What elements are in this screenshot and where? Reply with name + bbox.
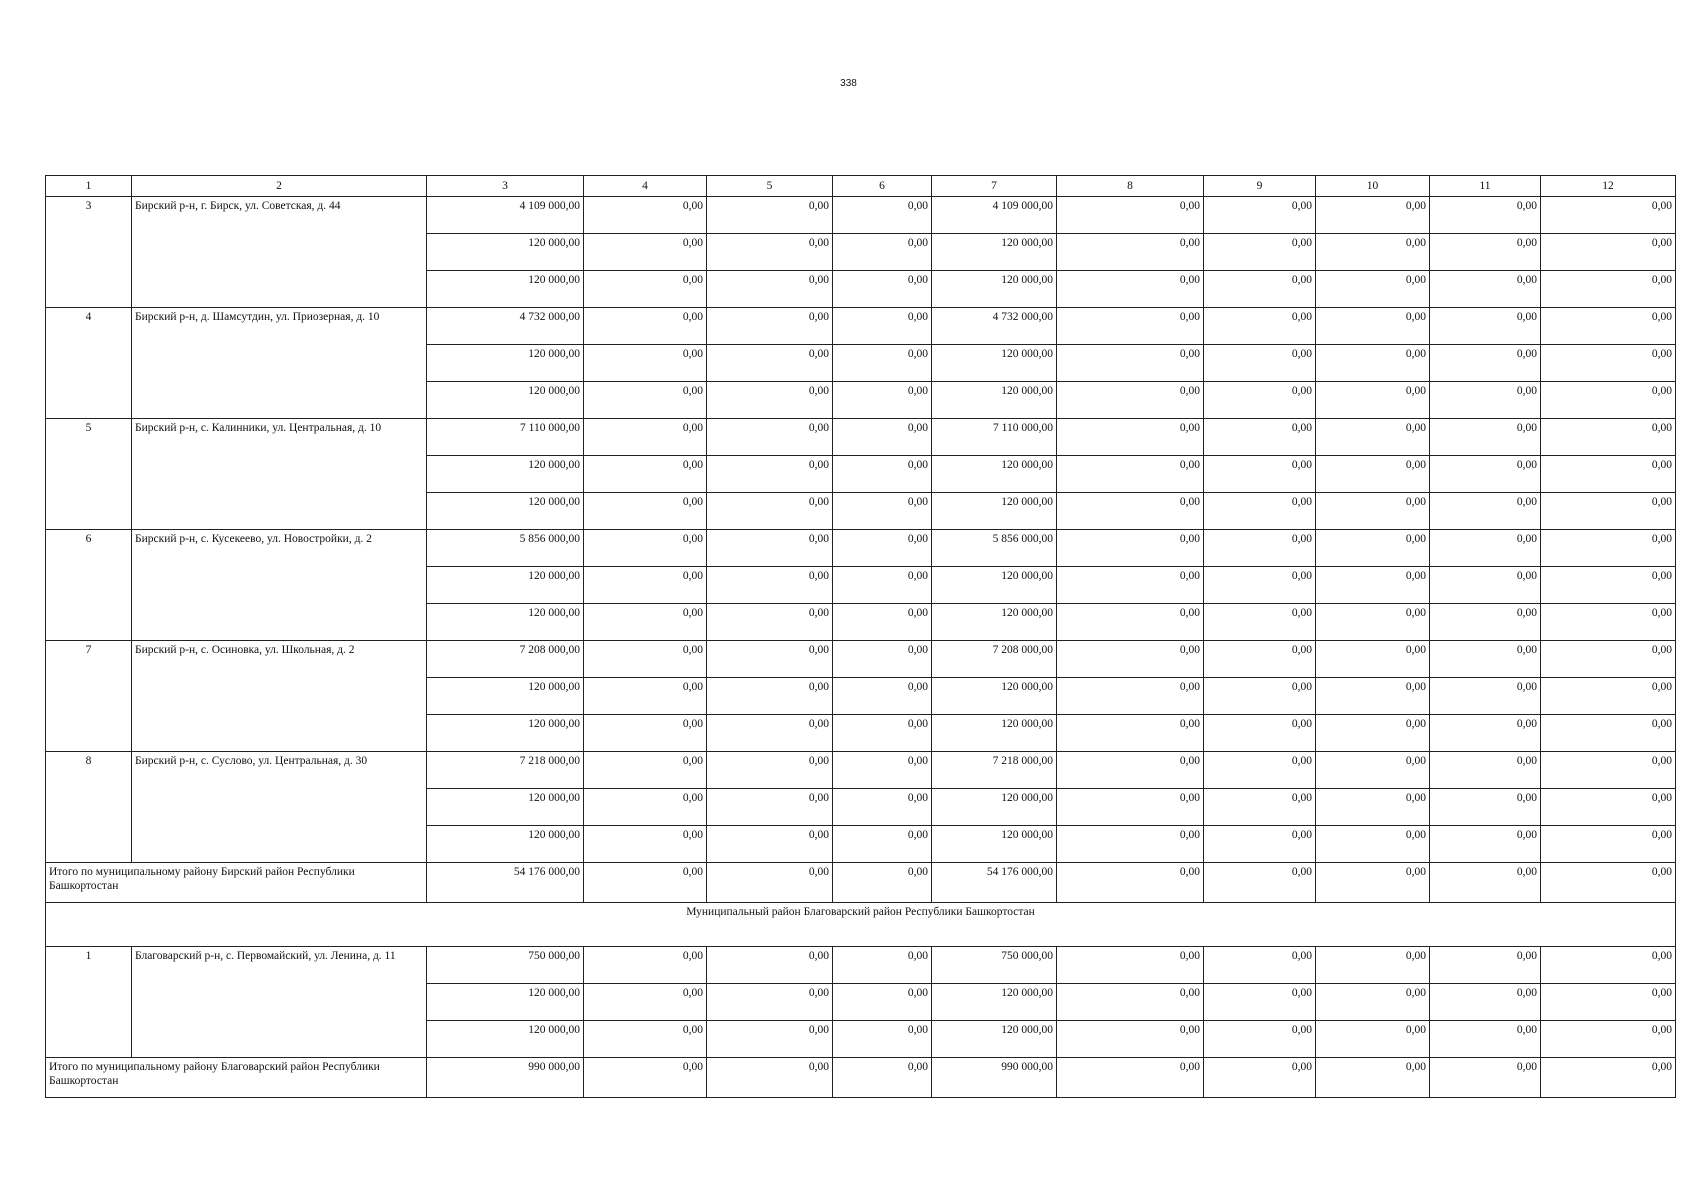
amount-cell: 0,00 xyxy=(584,456,707,493)
column-header-7: 7 xyxy=(932,176,1057,197)
amount-cell: 0,00 xyxy=(1204,604,1316,641)
amount-cell: 0,00 xyxy=(1204,567,1316,604)
amount-cell: 0,00 xyxy=(1204,456,1316,493)
total-amount-cell: 0,00 xyxy=(833,863,932,903)
column-header-2: 2 xyxy=(132,176,427,197)
amount-cell: 7 208 000,00 xyxy=(932,641,1057,678)
row-number: 3 xyxy=(46,197,132,308)
total-label: Итого по муниципальному району Бирский район Республики Башкортостан xyxy=(46,863,427,903)
amount-cell: 0,00 xyxy=(1316,752,1430,789)
amount-cell: 120 000,00 xyxy=(932,715,1057,752)
total-amount-cell: 0,00 xyxy=(707,863,833,903)
total-amount-cell: 990 000,00 xyxy=(932,1058,1057,1098)
amount-cell: 0,00 xyxy=(1057,197,1204,234)
amount-cell: 120 000,00 xyxy=(932,493,1057,530)
row-number: 1 xyxy=(46,947,132,1058)
amount-cell: 0,00 xyxy=(1430,456,1541,493)
amount-cell: 0,00 xyxy=(833,1021,932,1058)
amount-cell: 0,00 xyxy=(1057,419,1204,456)
amount-cell: 0,00 xyxy=(1204,530,1316,567)
amount-cell: 0,00 xyxy=(584,345,707,382)
amount-cell: 0,00 xyxy=(1204,419,1316,456)
amount-cell: 0,00 xyxy=(1430,984,1541,1021)
amount-cell: 0,00 xyxy=(1057,308,1204,345)
amount-cell: 0,00 xyxy=(707,604,833,641)
amount-cell: 0,00 xyxy=(1430,419,1541,456)
amount-cell: 0,00 xyxy=(584,567,707,604)
header-row xyxy=(46,176,1676,197)
amount-cell: 0,00 xyxy=(1541,493,1676,530)
amount-cell: 0,00 xyxy=(584,271,707,308)
column-header-4: 4 xyxy=(584,176,707,197)
amount-cell: 0,00 xyxy=(1204,493,1316,530)
amount-cell: 120 000,00 xyxy=(932,678,1057,715)
address-cell: Бирский р-н, с. Осиновка, ул. Школьная, д. 2 xyxy=(132,641,427,752)
amount-cell: 0,00 xyxy=(707,1021,833,1058)
amount-cell: 0,00 xyxy=(1204,752,1316,789)
address-cell: Бирский р-н, г. Бирск, ул. Советская, д. 44 xyxy=(132,197,427,308)
amount-cell: 0,00 xyxy=(1057,604,1204,641)
total-amount-cell: 0,00 xyxy=(584,863,707,903)
amount-cell: 0,00 xyxy=(1430,715,1541,752)
total-amount-cell: 0,00 xyxy=(833,1058,932,1098)
amount-cell: 0,00 xyxy=(1316,678,1430,715)
table-row xyxy=(46,752,1676,789)
amount-cell: 120 000,00 xyxy=(427,678,584,715)
amount-cell: 120 000,00 xyxy=(932,456,1057,493)
total-amount-cell: 0,00 xyxy=(1316,1058,1430,1098)
table-row xyxy=(46,947,1676,984)
column-header-3: 3 xyxy=(427,176,584,197)
amount-cell: 0,00 xyxy=(1316,456,1430,493)
amount-cell: 0,00 xyxy=(1430,678,1541,715)
amount-cell: 0,00 xyxy=(707,641,833,678)
amount-cell: 0,00 xyxy=(707,456,833,493)
amount-cell: 120 000,00 xyxy=(932,271,1057,308)
address-cell: Бирский р-н, с. Калинники, ул. Центральная, д. 10 xyxy=(132,419,427,530)
amount-cell: 0,00 xyxy=(833,382,932,419)
amount-cell: 0,00 xyxy=(1430,271,1541,308)
address-cell: Благоварский р-н, с. Первомайский, ул. Ленина, д. 11 xyxy=(132,947,427,1058)
amount-cell: 120 000,00 xyxy=(427,567,584,604)
column-header-12: 12 xyxy=(1541,176,1676,197)
table-row xyxy=(46,641,1676,678)
amount-cell: 0,00 xyxy=(584,984,707,1021)
amount-cell: 0,00 xyxy=(707,826,833,863)
amount-cell: 5 856 000,00 xyxy=(427,530,584,567)
amount-cell: 0,00 xyxy=(1430,234,1541,271)
total-amount-cell: 0,00 xyxy=(584,1058,707,1098)
amount-cell: 0,00 xyxy=(1316,308,1430,345)
table-row xyxy=(46,197,1676,234)
address-cell: Бирский р-н, с. Суслово, ул. Центральная, д. 30 xyxy=(132,752,427,863)
column-header-6: 6 xyxy=(833,176,932,197)
amount-cell: 0,00 xyxy=(833,197,932,234)
page-number: 338 xyxy=(840,78,857,89)
amount-cell: 0,00 xyxy=(1541,382,1676,419)
amount-cell: 0,00 xyxy=(1204,345,1316,382)
amount-cell: 0,00 xyxy=(833,789,932,826)
amount-cell: 7 218 000,00 xyxy=(932,752,1057,789)
amount-cell: 0,00 xyxy=(1057,641,1204,678)
amount-cell: 0,00 xyxy=(1204,308,1316,345)
amount-cell: 4 732 000,00 xyxy=(427,308,584,345)
amount-cell: 0,00 xyxy=(1430,308,1541,345)
amount-cell: 0,00 xyxy=(1430,530,1541,567)
amount-cell: 0,00 xyxy=(833,308,932,345)
amount-cell: 0,00 xyxy=(1057,947,1204,984)
amount-cell: 0,00 xyxy=(1204,234,1316,271)
amount-cell: 0,00 xyxy=(1541,752,1676,789)
amount-cell: 0,00 xyxy=(584,826,707,863)
total-amount-cell: 0,00 xyxy=(1430,863,1541,903)
amount-cell: 0,00 xyxy=(1316,234,1430,271)
amount-cell: 0,00 xyxy=(1541,419,1676,456)
amount-cell: 0,00 xyxy=(833,456,932,493)
amount-cell: 0,00 xyxy=(833,604,932,641)
amount-cell: 0,00 xyxy=(584,530,707,567)
column-header-1: 1 xyxy=(46,176,132,197)
amount-cell: 0,00 xyxy=(1057,345,1204,382)
amount-cell: 0,00 xyxy=(584,715,707,752)
amount-cell: 0,00 xyxy=(584,493,707,530)
address-cell: Бирский р-н, с. Кусекеево, ул. Новостройки, д. 2 xyxy=(132,530,427,641)
amount-cell: 0,00 xyxy=(707,271,833,308)
amount-cell: 0,00 xyxy=(707,234,833,271)
amount-cell: 0,00 xyxy=(1204,947,1316,984)
amount-cell: 0,00 xyxy=(1541,678,1676,715)
amount-cell: 0,00 xyxy=(1541,530,1676,567)
amount-cell: 7 208 000,00 xyxy=(427,641,584,678)
amount-cell: 0,00 xyxy=(1204,382,1316,419)
amount-cell: 0,00 xyxy=(1541,641,1676,678)
amount-cell: 7 218 000,00 xyxy=(427,752,584,789)
amount-cell: 4 109 000,00 xyxy=(932,197,1057,234)
amount-cell: 0,00 xyxy=(1057,530,1204,567)
amount-cell: 120 000,00 xyxy=(427,382,584,419)
section-heading: Муниципальный район Благоварский район Республики Башкортостан xyxy=(46,903,1676,947)
amount-cell: 0,00 xyxy=(1204,271,1316,308)
row-number: 6 xyxy=(46,530,132,641)
amount-cell: 0,00 xyxy=(1057,715,1204,752)
column-header-10: 10 xyxy=(1316,176,1430,197)
total-row xyxy=(46,863,1676,903)
amount-cell: 0,00 xyxy=(707,530,833,567)
amount-cell: 0,00 xyxy=(833,271,932,308)
column-header-8: 8 xyxy=(1057,176,1204,197)
amount-cell: 0,00 xyxy=(584,1021,707,1058)
amount-cell: 0,00 xyxy=(1430,382,1541,419)
amount-cell: 0,00 xyxy=(1541,1021,1676,1058)
amount-cell: 0,00 xyxy=(1541,345,1676,382)
total-label: Итого по муниципальному району Благоварский район Республики Башкортостан xyxy=(46,1058,427,1098)
row-number: 8 xyxy=(46,752,132,863)
amount-cell: 0,00 xyxy=(1541,715,1676,752)
amount-cell: 0,00 xyxy=(707,308,833,345)
amount-cell: 0,00 xyxy=(584,678,707,715)
column-header-5: 5 xyxy=(707,176,833,197)
amount-cell: 0,00 xyxy=(1057,382,1204,419)
amount-cell: 0,00 xyxy=(584,947,707,984)
amount-cell: 0,00 xyxy=(1430,493,1541,530)
amount-cell: 0,00 xyxy=(1204,197,1316,234)
amount-cell: 0,00 xyxy=(1057,826,1204,863)
amount-cell: 0,00 xyxy=(1316,382,1430,419)
amount-cell: 0,00 xyxy=(833,419,932,456)
amount-cell: 0,00 xyxy=(707,789,833,826)
amount-cell: 0,00 xyxy=(1430,826,1541,863)
amount-cell: 0,00 xyxy=(1057,678,1204,715)
amount-cell: 120 000,00 xyxy=(427,826,584,863)
amount-cell: 120 000,00 xyxy=(932,984,1057,1021)
amount-cell: 0,00 xyxy=(1204,641,1316,678)
amount-cell: 0,00 xyxy=(1316,789,1430,826)
amount-cell: 0,00 xyxy=(1316,947,1430,984)
amount-cell: 0,00 xyxy=(1057,456,1204,493)
amount-cell: 7 110 000,00 xyxy=(427,419,584,456)
amount-cell: 0,00 xyxy=(1316,984,1430,1021)
amount-cell: 0,00 xyxy=(584,752,707,789)
total-amount-cell: 54 176 000,00 xyxy=(427,863,584,903)
amount-cell: 0,00 xyxy=(1541,271,1676,308)
amount-cell: 5 856 000,00 xyxy=(932,530,1057,567)
total-amount-cell: 0,00 xyxy=(1204,1058,1316,1098)
amount-cell: 0,00 xyxy=(1204,715,1316,752)
total-amount-cell: 0,00 xyxy=(1541,1058,1676,1098)
amount-cell: 0,00 xyxy=(707,345,833,382)
total-amount-cell: 990 000,00 xyxy=(427,1058,584,1098)
total-amount-cell: 0,00 xyxy=(1204,863,1316,903)
amount-cell: 0,00 xyxy=(707,197,833,234)
amount-cell: 0,00 xyxy=(1204,1021,1316,1058)
amount-cell: 0,00 xyxy=(833,947,932,984)
amount-cell: 0,00 xyxy=(1541,567,1676,604)
amount-cell: 0,00 xyxy=(1430,567,1541,604)
amount-cell: 0,00 xyxy=(1057,493,1204,530)
amount-cell: 0,00 xyxy=(584,308,707,345)
amount-cell: 0,00 xyxy=(707,947,833,984)
amount-cell: 120 000,00 xyxy=(932,604,1057,641)
table-row xyxy=(46,419,1676,456)
amount-cell: 0,00 xyxy=(1541,947,1676,984)
amount-cell: 0,00 xyxy=(833,345,932,382)
amount-cell: 0,00 xyxy=(1057,1021,1204,1058)
total-amount-cell: 54 176 000,00 xyxy=(932,863,1057,903)
amount-cell: 0,00 xyxy=(1541,197,1676,234)
amount-cell: 120 000,00 xyxy=(427,456,584,493)
amount-cell: 0,00 xyxy=(1541,789,1676,826)
amount-cell: 0,00 xyxy=(1316,826,1430,863)
amount-cell: 120 000,00 xyxy=(427,234,584,271)
amount-cell: 0,00 xyxy=(1541,604,1676,641)
amount-cell: 120 000,00 xyxy=(427,345,584,382)
amount-cell: 0,00 xyxy=(584,604,707,641)
amount-cell: 0,00 xyxy=(707,678,833,715)
table-body xyxy=(46,176,1676,1098)
amount-cell: 0,00 xyxy=(1316,604,1430,641)
amount-cell: 120 000,00 xyxy=(427,984,584,1021)
amount-cell: 120 000,00 xyxy=(427,1021,584,1058)
amount-cell: 120 000,00 xyxy=(427,271,584,308)
amount-cell: 0,00 xyxy=(707,984,833,1021)
amount-cell: 0,00 xyxy=(584,197,707,234)
amount-cell: 0,00 xyxy=(1057,984,1204,1021)
amount-cell: 0,00 xyxy=(833,530,932,567)
amount-cell: 120 000,00 xyxy=(427,715,584,752)
address-cell: Бирский р-н, д. Шамсутдин, ул. Приозерная, д. 10 xyxy=(132,308,427,419)
amount-cell: 0,00 xyxy=(1316,530,1430,567)
column-header-11: 11 xyxy=(1430,176,1541,197)
amount-cell: 0,00 xyxy=(707,419,833,456)
amount-cell: 0,00 xyxy=(707,567,833,604)
amount-cell: 750 000,00 xyxy=(932,947,1057,984)
amount-cell: 0,00 xyxy=(584,641,707,678)
section-row xyxy=(46,903,1676,947)
amount-cell: 0,00 xyxy=(833,715,932,752)
amount-cell: 4 109 000,00 xyxy=(427,197,584,234)
amount-cell: 0,00 xyxy=(833,752,932,789)
amount-cell: 0,00 xyxy=(1430,197,1541,234)
amount-cell: 0,00 xyxy=(1316,345,1430,382)
amount-cell: 0,00 xyxy=(1541,826,1676,863)
amount-cell: 750 000,00 xyxy=(427,947,584,984)
amount-cell: 0,00 xyxy=(584,789,707,826)
amount-cell: 0,00 xyxy=(707,382,833,419)
amount-cell: 0,00 xyxy=(1316,567,1430,604)
amount-cell: 120 000,00 xyxy=(932,826,1057,863)
amount-cell: 120 000,00 xyxy=(427,789,584,826)
data-table xyxy=(45,175,1676,1098)
table-row xyxy=(46,308,1676,345)
total-amount-cell: 0,00 xyxy=(1057,1058,1204,1098)
amount-cell: 120 000,00 xyxy=(932,382,1057,419)
row-number: 7 xyxy=(46,641,132,752)
amount-cell: 0,00 xyxy=(1430,345,1541,382)
amount-cell: 0,00 xyxy=(707,493,833,530)
amount-cell: 120 000,00 xyxy=(427,493,584,530)
amount-cell: 0,00 xyxy=(1204,984,1316,1021)
amount-cell: 0,00 xyxy=(707,715,833,752)
amount-cell: 0,00 xyxy=(1316,1021,1430,1058)
amount-cell: 0,00 xyxy=(833,493,932,530)
amount-cell: 0,00 xyxy=(1316,419,1430,456)
amount-cell: 0,00 xyxy=(1430,641,1541,678)
amount-cell: 0,00 xyxy=(1204,789,1316,826)
amount-cell: 120 000,00 xyxy=(932,345,1057,382)
amount-cell: 120 000,00 xyxy=(932,234,1057,271)
amount-cell: 120 000,00 xyxy=(932,1021,1057,1058)
total-row xyxy=(46,1058,1676,1098)
amount-cell: 0,00 xyxy=(1541,234,1676,271)
amount-cell: 0,00 xyxy=(1204,826,1316,863)
amount-cell: 0,00 xyxy=(1057,567,1204,604)
column-header-9: 9 xyxy=(1204,176,1316,197)
row-number: 5 xyxy=(46,419,132,530)
amount-cell: 120 000,00 xyxy=(932,789,1057,826)
amount-cell: 0,00 xyxy=(1316,715,1430,752)
amount-cell: 0,00 xyxy=(1541,984,1676,1021)
amount-cell: 0,00 xyxy=(584,382,707,419)
amount-cell: 0,00 xyxy=(833,567,932,604)
amount-cell: 0,00 xyxy=(584,234,707,271)
total-amount-cell: 0,00 xyxy=(707,1058,833,1098)
amount-cell: 0,00 xyxy=(833,984,932,1021)
amount-cell: 120 000,00 xyxy=(932,567,1057,604)
amount-cell: 0,00 xyxy=(833,678,932,715)
amount-cell: 120 000,00 xyxy=(427,604,584,641)
amount-cell: 0,00 xyxy=(1204,678,1316,715)
row-number: 4 xyxy=(46,308,132,419)
total-amount-cell: 0,00 xyxy=(1057,863,1204,903)
amount-cell: 0,00 xyxy=(833,234,932,271)
amount-cell: 0,00 xyxy=(707,752,833,789)
amount-cell: 7 110 000,00 xyxy=(932,419,1057,456)
amount-cell: 0,00 xyxy=(1430,604,1541,641)
amount-cell: 0,00 xyxy=(1430,947,1541,984)
amount-cell: 4 732 000,00 xyxy=(932,308,1057,345)
amount-cell: 0,00 xyxy=(584,419,707,456)
total-amount-cell: 0,00 xyxy=(1316,863,1430,903)
amount-cell: 0,00 xyxy=(1316,271,1430,308)
amount-cell: 0,00 xyxy=(1541,456,1676,493)
amount-cell: 0,00 xyxy=(1057,271,1204,308)
amount-cell: 0,00 xyxy=(833,641,932,678)
amount-cell: 0,00 xyxy=(1430,789,1541,826)
amount-cell: 0,00 xyxy=(1316,641,1430,678)
total-amount-cell: 0,00 xyxy=(1541,863,1676,903)
amount-cell: 0,00 xyxy=(1430,752,1541,789)
amount-cell: 0,00 xyxy=(1057,234,1204,271)
amount-cell: 0,00 xyxy=(1316,493,1430,530)
amount-cell: 0,00 xyxy=(1057,752,1204,789)
amount-cell: 0,00 xyxy=(1057,789,1204,826)
amount-cell: 0,00 xyxy=(1541,308,1676,345)
amount-cell: 0,00 xyxy=(1316,197,1430,234)
amount-cell: 0,00 xyxy=(833,826,932,863)
total-amount-cell: 0,00 xyxy=(1430,1058,1541,1098)
table-row xyxy=(46,530,1676,567)
amount-cell: 0,00 xyxy=(1430,1021,1541,1058)
